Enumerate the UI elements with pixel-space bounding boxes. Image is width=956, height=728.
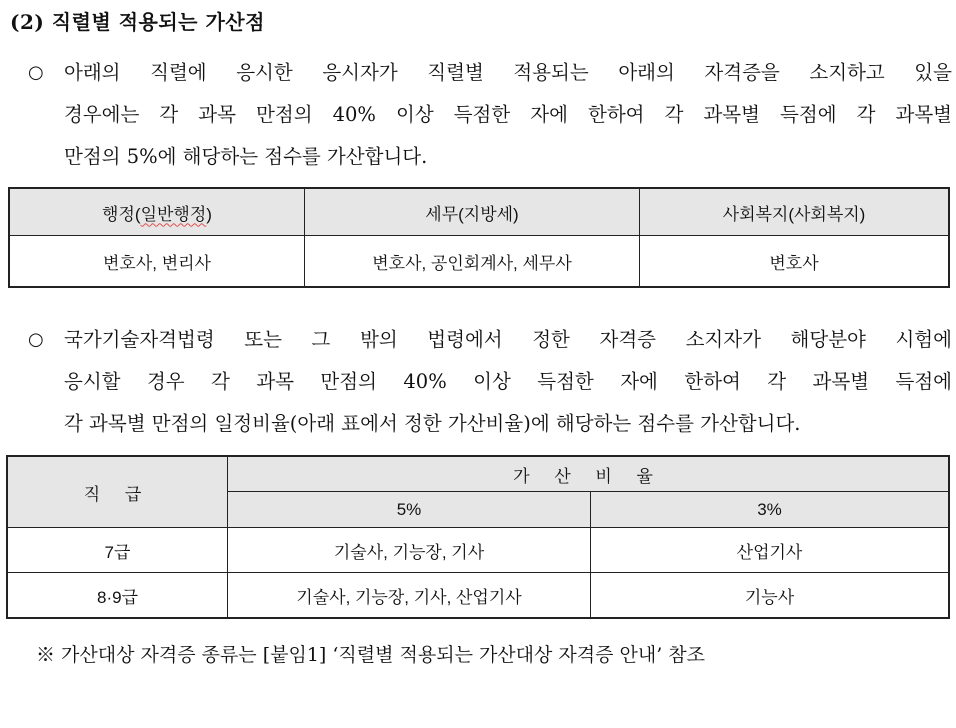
table2-header-rate-5: 5% <box>228 492 591 528</box>
table2-header-grade: 직 급 <box>7 456 228 528</box>
paragraph-2-line-3: 각 과목별 만점의 일정비율(아래 표에서 정한 가산비율)에 해당하는 점수를 가산합니다. <box>64 412 801 435</box>
table2-rate5-cell: 기술사, 기능장, 기사, 산업기사 <box>228 573 591 619</box>
table-row <box>7 528 949 573</box>
table-row <box>7 573 949 619</box>
paragraph-1 <box>28 58 952 184</box>
paragraph-2 <box>28 325 952 451</box>
table1-header-tax: 세무(지방세) <box>305 188 640 236</box>
bullet-icon: ○ <box>28 329 44 350</box>
table2-header-rate: 가 산 비 율 <box>228 456 950 492</box>
reference-note: ※ 가산대상 자격증 종류는 [붙임1] ‘직렬별 적용되는 가산대상 자격증 안내’ 참조 <box>36 644 706 666</box>
table1-cell: 변호사, 변리사 <box>9 236 305 288</box>
table2-rate3-cell: 산업기사 <box>591 528 950 573</box>
paragraph-2-line-2: 응시할 경우 각 과목 만점의 40% 이상 득점한 자에 한하여 각 과목별 득점에 <box>64 370 952 393</box>
spellcheck-underline: 일반행정 <box>140 204 207 224</box>
paragraph-2-line-1: 국가기술자격법령 또는 그 밖의 법령에서 정한 자격증 소지자가 해당분야 시험에 <box>64 328 952 351</box>
table-bonus-rates <box>6 455 950 619</box>
table-qualifications-by-series <box>8 187 950 288</box>
section-heading: (2) 직렬별 적용되는 가산점 <box>10 10 265 34</box>
paragraph-1-line-3: 만점의 5%에 해당하는 점수를 가산합니다. <box>64 145 428 168</box>
table1-header-welfare: 사회복지(사회복지) <box>640 188 950 236</box>
table2-grade-cell: 7급 <box>7 528 228 573</box>
table2-grade-cell: 8·9급 <box>7 573 228 619</box>
table1-header-admin: 행정(일반행정) <box>9 188 305 236</box>
paragraph-1-line-1: 아래의 직렬에 응시한 응시자가 직렬별 적용되는 아래의 자격증을 소지하고 있을 <box>64 61 952 84</box>
table2-header-rate-3: 3% <box>591 492 950 528</box>
bullet-icon: ○ <box>28 62 44 83</box>
table2-rate5-cell: 기술사, 기능장, 기사 <box>228 528 591 573</box>
table1-cell: 변호사, 공인회계사, 세무사 <box>305 236 640 288</box>
table1-cell: 변호사 <box>640 236 950 288</box>
paragraph-1-line-2: 경우에는 각 과목 만점의 40% 이상 득점한 자에 한하여 각 과목별 득점에 각 과목별 <box>64 103 952 126</box>
table2-rate3-cell: 기능사 <box>591 573 950 619</box>
